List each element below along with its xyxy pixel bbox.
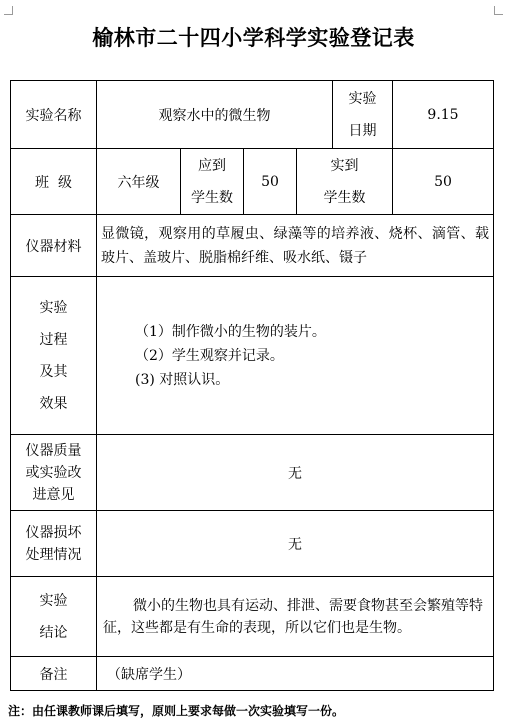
materials-value: 显微镜，观察用的草履虫、绿藻等的培养液、烧杯、滴管、载玻片、盖玻片、脱脂棉纤维、吸水纸、镊子 <box>97 215 494 277</box>
experiment-record-table <box>10 80 494 691</box>
row-materials <box>11 215 494 277</box>
document-title: 榆林市二十四小学科学实验登记表 <box>92 26 415 50</box>
quality-value: 无 <box>97 435 494 511</box>
margin-corner-mark <box>4 6 13 15</box>
actual-students-value: 50 <box>393 149 494 215</box>
actual-students-label: 实到 学生数 <box>297 149 393 215</box>
process-step: （1）制作微小的生物的装片。 <box>135 323 326 340</box>
expected-students-label: 应到 学生数 <box>181 149 244 215</box>
row-experiment-name <box>11 81 494 149</box>
expected-students-value: 50 <box>244 149 297 215</box>
class-value: 六年级 <box>97 149 181 215</box>
conclusion-label: 实验 结论 <box>11 577 97 657</box>
experiment-date-label: 实验 日期 <box>333 81 393 149</box>
experiment-date-value: 9.15 <box>393 81 494 149</box>
class-label: 班 级 <box>11 149 97 215</box>
row-class-info <box>11 149 494 215</box>
process-step: （2）学生观察并记录。 <box>135 347 284 364</box>
experiment-name-label: 实验名称 <box>11 81 97 149</box>
footer-note: 注：由任课教师课后填写，原则上要求每做一次实验填写一份。 <box>8 704 345 718</box>
remark-value: （缺席学生） <box>97 657 494 691</box>
conclusion-value: 微小的生物也具有运动、排泄、需要食物甚至会繁殖等特征，这些都是有生命的表现，所以它们也是生物。 <box>97 577 494 657</box>
process-label: 实验 过程 及其 效果 <box>11 277 97 435</box>
quality-label: 仪器质量 或实验改 进意见 <box>11 435 97 511</box>
process-steps <box>97 277 494 435</box>
damage-label: 仪器损坏 处理情况 <box>11 511 97 577</box>
row-quality <box>11 435 494 511</box>
row-conclusion <box>11 577 494 657</box>
damage-value: 无 <box>97 511 494 577</box>
process-step: (3) 对照认识。 <box>135 371 230 388</box>
margin-corner-mark <box>494 6 503 15</box>
row-process <box>11 277 494 435</box>
row-remark <box>11 657 494 691</box>
experiment-name-value: 观察水中的微生物 <box>97 81 333 149</box>
remark-label: 备注 <box>11 657 97 691</box>
row-damage <box>11 511 494 577</box>
materials-label: 仪器材料 <box>11 215 97 277</box>
